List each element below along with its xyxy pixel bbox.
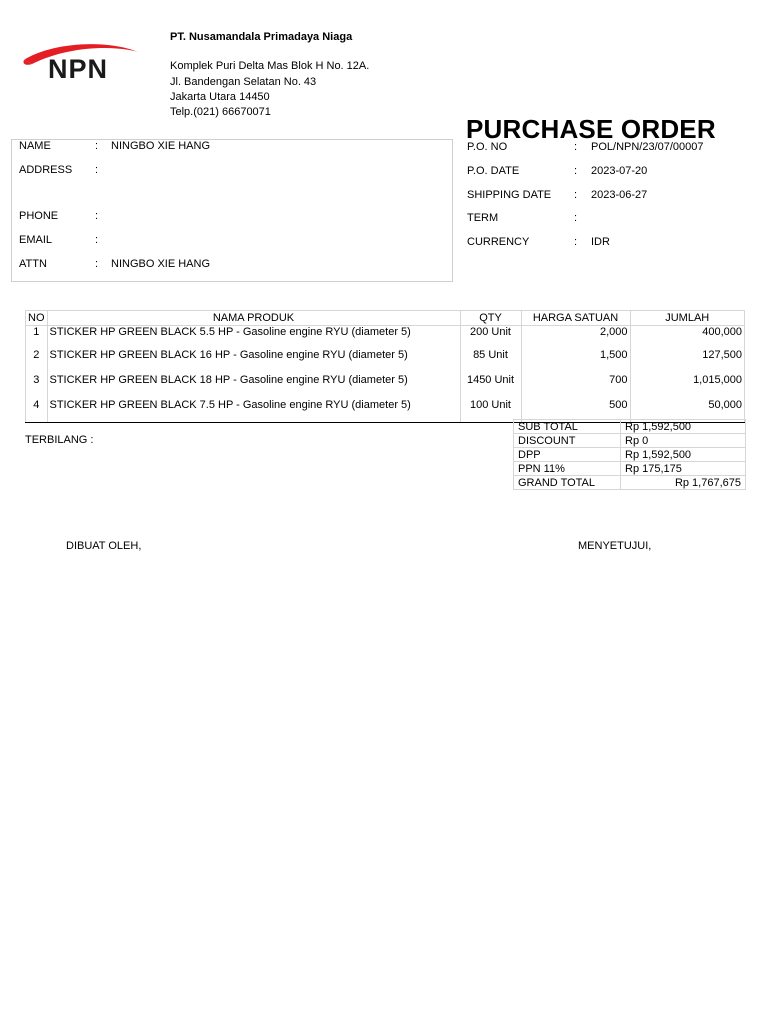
- colon: :: [574, 236, 578, 248]
- cell-amount: 1,015,000: [630, 372, 745, 397]
- cell-qty: 200 Unit: [460, 326, 521, 348]
- cell-amount: 50,000: [630, 397, 745, 423]
- cell-qty: 100 Unit: [460, 397, 521, 423]
- shipping-date-value: 2023-06-27: [591, 189, 648, 201]
- terbilang-label: TERBILANG :: [25, 434, 94, 446]
- currency-label: CURRENCY: [467, 236, 530, 248]
- po-number-value: POL/NPN/23/07/00007: [591, 141, 704, 153]
- cell-qty: 85 Unit: [460, 347, 521, 372]
- table-row: [26, 326, 745, 348]
- cell-product: STICKER HP GREEN BLACK 16 HP - Gasoline engine RYU (diameter 5): [47, 347, 460, 372]
- company-address-line: Komplek Puri Delta Mas Blok H No. 12A.: [170, 60, 370, 72]
- summary-row-grand-total: [514, 476, 746, 490]
- dpp-label: DPP: [514, 448, 621, 462]
- company-address-line: Jl. Bandengan Selatan No. 43: [170, 76, 317, 88]
- po-date-label: P.O. DATE: [467, 165, 520, 177]
- signature-approved-by: MENYETUJUI,: [578, 540, 652, 552]
- cell-unit-price: 500: [521, 397, 630, 423]
- company-address-line: Jakarta Utara 14450: [170, 91, 270, 103]
- grand-total-label: GRAND TOTAL: [514, 476, 621, 490]
- cell-amount: 400,000: [630, 326, 745, 348]
- cell-no: 4: [26, 397, 48, 423]
- vendor-name-value: NINGBO XIE HANG: [111, 140, 211, 152]
- cell-no: 3: [26, 372, 48, 397]
- term-label: TERM: [467, 212, 499, 224]
- colon: :: [574, 212, 578, 224]
- items-table: [25, 310, 745, 423]
- vendor-attn-label: ATTN: [19, 258, 47, 270]
- summary-row-subtotal: [514, 420, 746, 434]
- po-date-value: 2023-07-20: [591, 165, 648, 177]
- cell-unit-price: 2,000: [521, 326, 630, 348]
- cell-unit-price: 700: [521, 372, 630, 397]
- vendor-name-label: NAME: [19, 140, 51, 152]
- colon: :: [95, 258, 99, 270]
- table-header-row: [26, 311, 745, 326]
- cell-unit-price: 1,500: [521, 347, 630, 372]
- column-header-no: NO: [26, 311, 48, 326]
- summary-row-discount: [514, 434, 746, 448]
- discount-label: DISCOUNT: [514, 434, 621, 448]
- summary-row-dpp: [514, 448, 746, 462]
- subtotal-value: Rp 1,592,500: [621, 420, 746, 434]
- vendor-attn-value: NINGBO XIE HANG: [111, 258, 211, 270]
- cell-amount: 127,500: [630, 347, 745, 372]
- column-header-product: NAMA PRODUK: [47, 311, 460, 326]
- colon: :: [95, 164, 99, 176]
- document-title: PURCHASE ORDER: [466, 114, 716, 144]
- colon: :: [574, 189, 578, 201]
- column-header-unit-price: HARGA SATUAN: [521, 311, 630, 326]
- table-row: [26, 347, 745, 372]
- ppn-label: PPN 11%: [514, 462, 621, 476]
- colon: :: [574, 165, 578, 177]
- dpp-value: Rp 1,592,500: [621, 448, 746, 462]
- company-name: PT. Nusamandala Primadaya Niaga: [170, 31, 353, 43]
- colon: :: [95, 210, 99, 222]
- cell-product: STICKER HP GREEN BLACK 18 HP - Gasoline engine RYU (diameter 5): [47, 372, 460, 397]
- subtotal-label: SUB TOTAL: [514, 420, 621, 434]
- cell-product: STICKER HP GREEN BLACK 7.5 HP - Gasoline engine RYU (diameter 5): [47, 397, 460, 423]
- logo-text: NPN: [48, 54, 109, 84]
- colon: :: [95, 234, 99, 246]
- vendor-info-box: [11, 139, 453, 282]
- vendor-email-label: EMAIL: [19, 234, 53, 246]
- ppn-value: Rp 175,175: [621, 462, 746, 476]
- company-logo: [18, 40, 148, 86]
- company-phone: Telp.(021) 66670071: [170, 106, 271, 118]
- cell-no: 1: [26, 326, 48, 348]
- currency-value: IDR: [591, 236, 610, 248]
- vendor-phone-label: PHONE: [19, 210, 59, 222]
- vendor-address-label: ADDRESS: [19, 164, 73, 176]
- colon: :: [574, 141, 578, 153]
- po-number-label: P.O. NO: [467, 141, 508, 153]
- summary-row-ppn: [514, 462, 746, 476]
- signature-prepared-by: DIBUAT OLEH,: [66, 540, 142, 552]
- column-header-amount: JUMLAH: [630, 311, 745, 326]
- column-header-qty: QTY: [460, 311, 521, 326]
- shipping-date-label: SHIPPING DATE: [467, 189, 552, 201]
- grand-total-value: Rp 1,767,675: [621, 476, 746, 490]
- table-row: [26, 372, 745, 397]
- colon: :: [95, 140, 99, 152]
- cell-no: 2: [26, 347, 48, 372]
- discount-value: Rp 0: [621, 434, 746, 448]
- cell-product: STICKER HP GREEN BLACK 5.5 HP - Gasoline engine RYU (diameter 5): [47, 326, 460, 348]
- cell-qty: 1450 Unit: [460, 372, 521, 397]
- summary-table: [513, 419, 746, 490]
